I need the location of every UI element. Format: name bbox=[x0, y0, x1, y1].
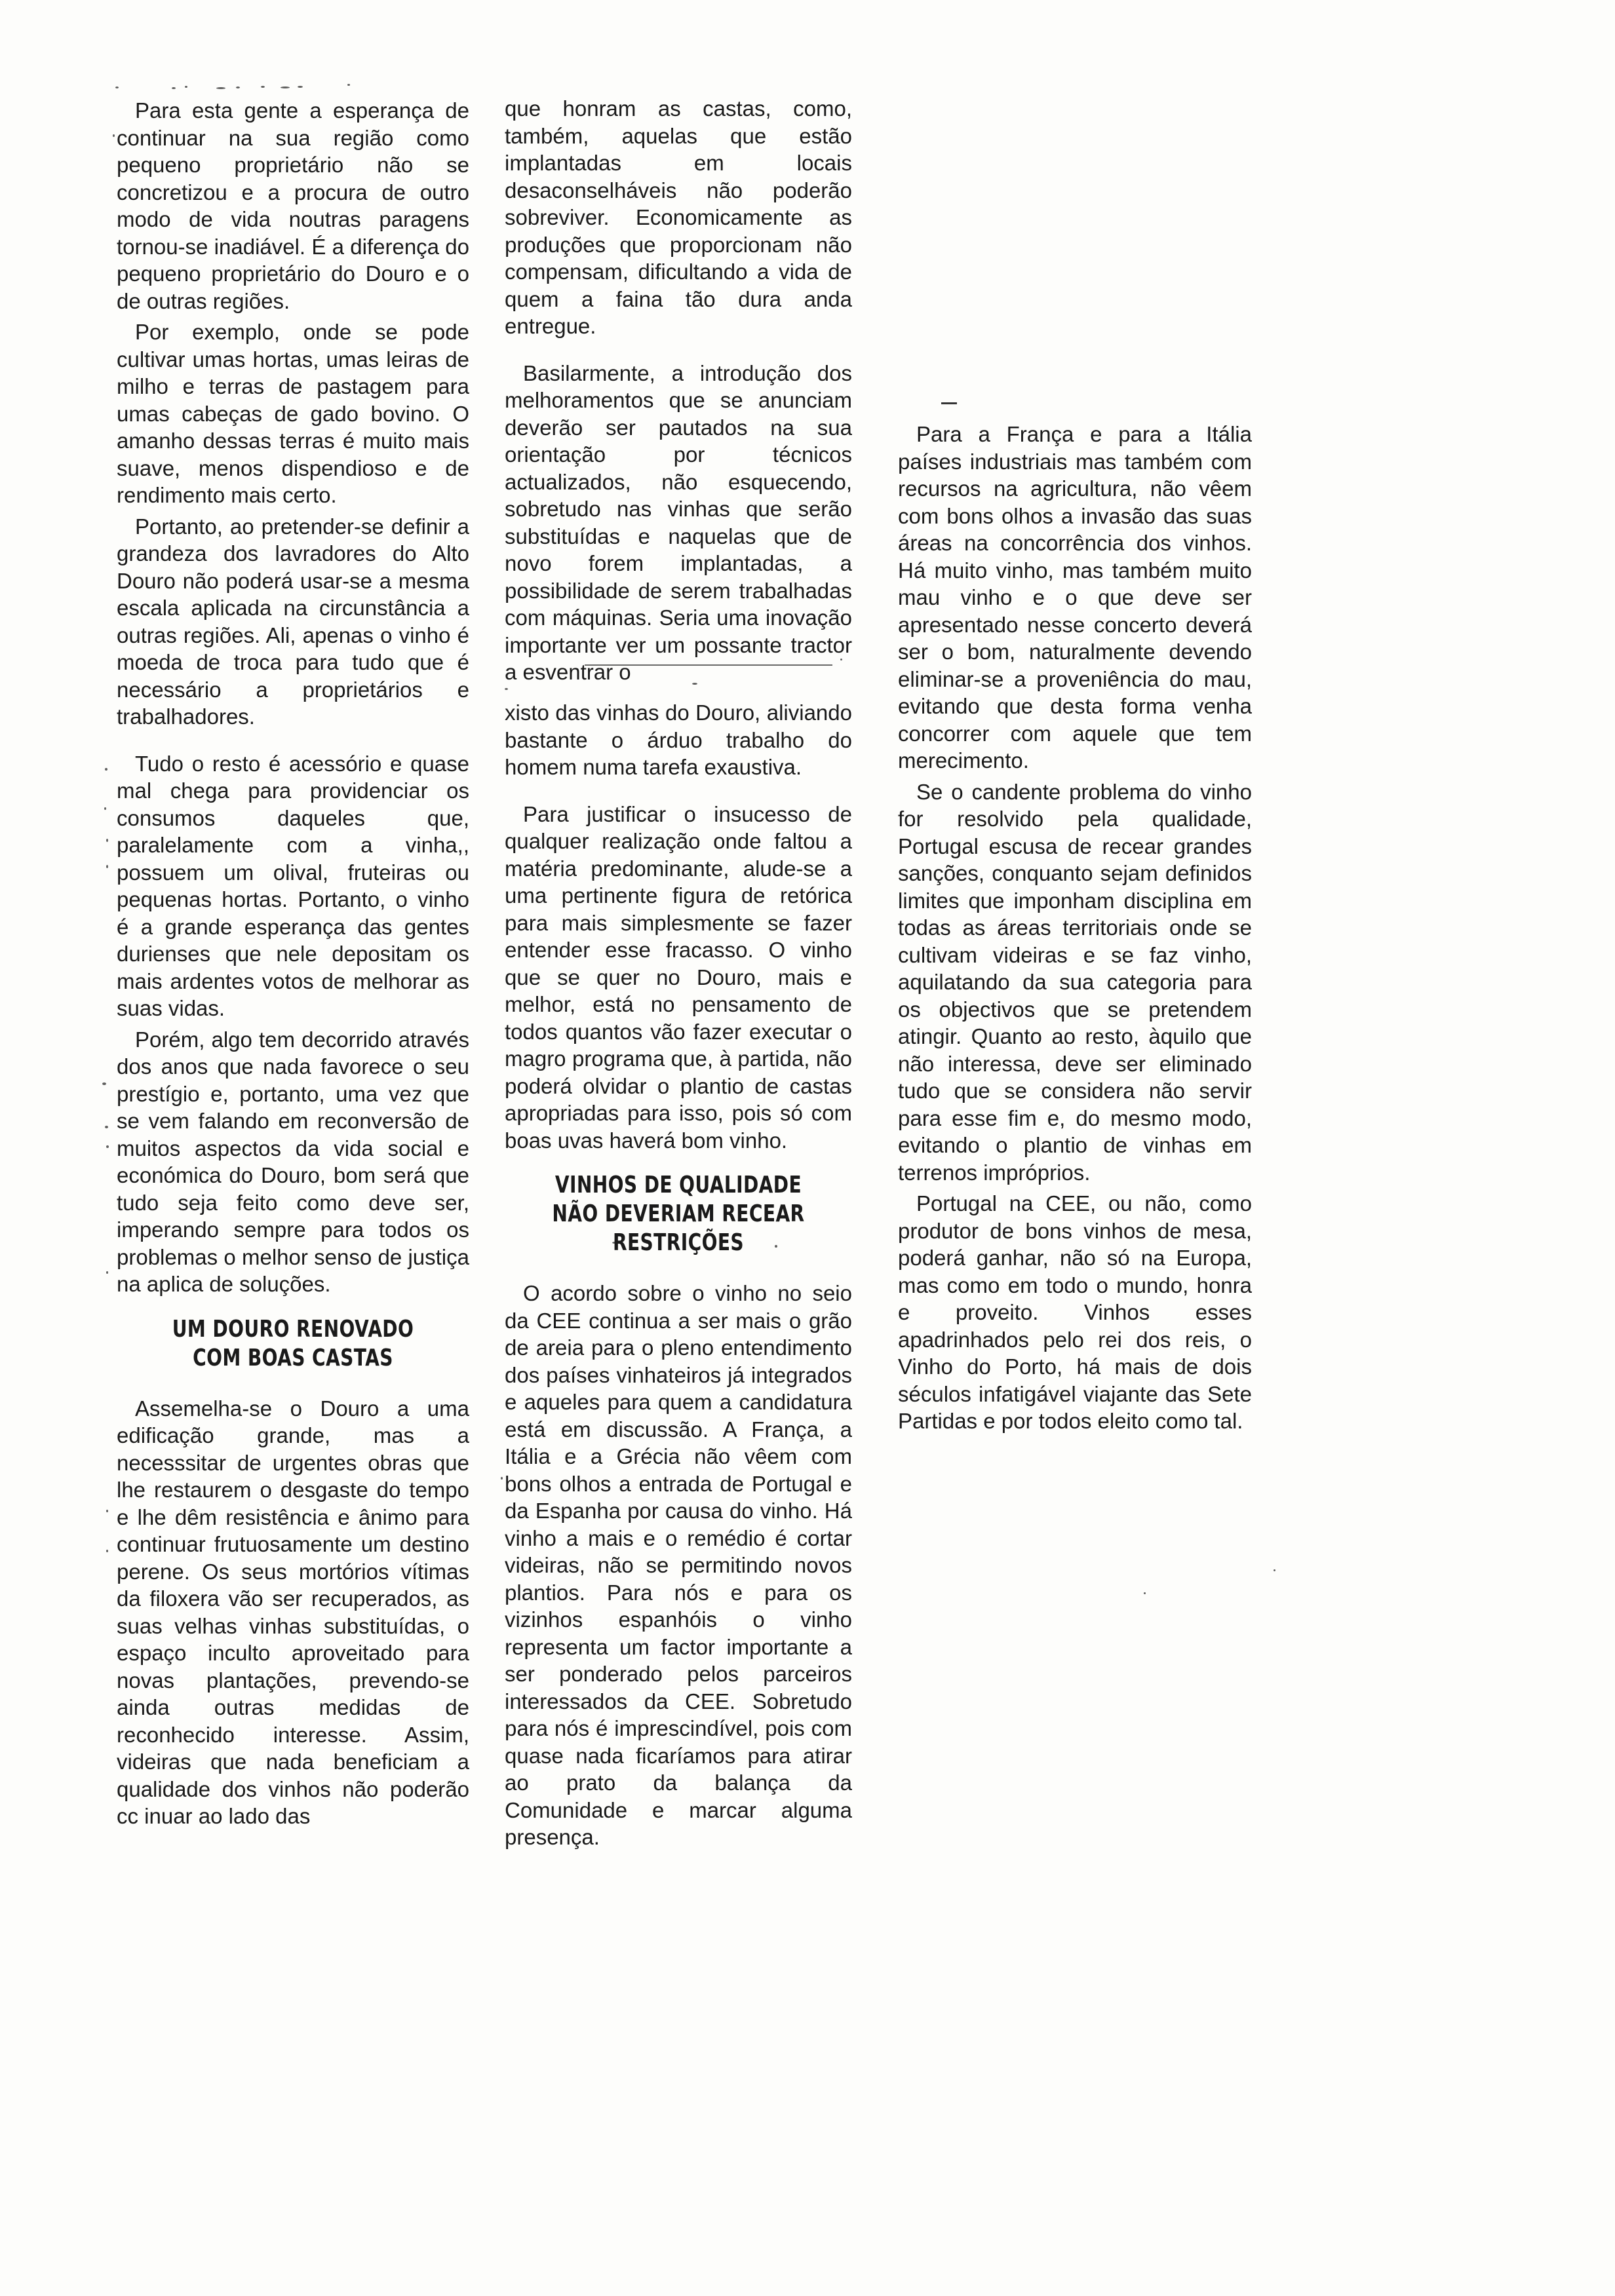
heading-line: COM BOAS CASTAS bbox=[193, 1344, 393, 1371]
paragraph: O acordo sobre o vinho no seio da CEE continua a ser mais o grão de areia para o pleno entendimento dos países vinhateiros já integrados e aqueles para quem a candidatura está em discussão. A França, a Itália e a Grécia não vêem com bons olhos a entrada de Portugal e da Espanha por causa do vinho. Há vinho a mais e o remédio é cortar videiras, não se permitindo novos plantios. Para nós e para os vizinhos espanhóis o vinho representa um factor importante a ser ponderado pelos parceiros interessados da CEE. Sobretudo para nós é imprescindível, pois com quase nada ficaríamos para atirar ao prato da balança da Comunidade e marcar alguma presença. bbox=[505, 1281, 852, 1849]
heading-line: NÃO DEVERIAM RECEAR bbox=[552, 1200, 805, 1227]
paragraph: que honram as castas, como, também, aquelas que estão implantadas em locais desaconselháveis não poderão sobreviver. Economicamente as produções que proporcionam não compensam, dificultando a vida de quem a faina tão dura anda entregue. bbox=[505, 96, 852, 338]
section-heading bbox=[543, 1171, 813, 1257]
paragraph: Portanto, ao pretender-se definir a grandeza dos lavradores do Alto Douro não poderá usar-se a mesma escala aplicada na circunstância a outras regiões. Ali, apenas o vinho é moeda de troca para tudo que é necessário a proprietários e trabalhadores. bbox=[117, 514, 469, 729]
heading-line: UM DOURO RENOVADO bbox=[172, 1315, 414, 1343]
paragraph: xisto das vinhas do Douro, aliviando bastante o árduo trabalho do homem numa tarefa exaustiva. bbox=[505, 700, 852, 779]
article-column-2 bbox=[505, 95, 852, 686]
section-heading bbox=[155, 1315, 431, 1373]
paragraph: Tudo o resto é acessório e quase mal chega para providenciar os consumos daqueles que, paralelamente com a vinha,, possuem um olival, fruteiras ou pequenas hortas. Portanto, o vinho é a grande esperança das gentes durienses que nele depositam os mais ardentes votos de melhorar as suas vidas. bbox=[117, 751, 469, 1020]
article-column-2-continued bbox=[505, 699, 852, 1851]
article-column-3 bbox=[898, 421, 1252, 1435]
paragraph: Para a França e para a Itália países industriais mas também com recursos na agricultura, não vêem com bons olhos a invasão das suas áreas na concorrência dos vinhos. Há muito vinho, mas também muito mau vinho e o que deve ser apresentado nesse concerto deverá ser o bom, naturalmente devendo eliminar-se a proveniência do mau, evitando que desta forma venha concorrer com aquele que tem merecimento. bbox=[898, 422, 1252, 773]
scan-dash-mark bbox=[941, 402, 957, 404]
paragraph: Porém, algo tem decorrido através dos anos que nada favorece o seu prestígio e, portanto, uma vez que se vem falando em reconversão de muitos aspectos da vida social e económica do Douro, bom será que tudo seja feito como deve ser, imperando sempre para todos os problemas o melhor senso de justiça na aplica de soluções. bbox=[117, 1027, 469, 1296]
article-column-1 bbox=[117, 97, 469, 1830]
paragraph: Se o candente problema do vinho for resolvido pela qualidade, Portugal escusa de recear grandes sanções, conquanto sejam definidos limites que imponham disciplina em todas as áreas territoriais onde se cultivam videiras e se faz vinho, aquilatando da sua categoria para os objectivos que se pretendem atingir. Quanto ao resto, àquilo que não interessa, deve ser eliminado tudo que se considera não servir para esse fim e, do mesmo modo, evitando o plantio de vinhas em terrenos impróprios. bbox=[898, 779, 1252, 1185]
paragraph: Portugal na CEE, ou não, como produtor de bons vinhos de mesa, poderá ganhar, não só na Europa, mas como em todo o mundo, honra e proveito. Vinhos esses apadrinhados pelo rei dos reis, o Vinho do Porto, há mais de dois séculos infatigável viajante das Sete Partidas e por todos eleito como tal. bbox=[898, 1191, 1252, 1433]
paragraph: Basilarmente, a introdução dos melhoramentos que se anunciam deverão ser pautados na sua orientação por técnicos actualizados, não esquecendo, sobretudo nas vinhas que serão substituídas e naquelas que de novo forem implantadas, a possibilidade de serem trabalhadas com máquinas. Seria uma inovação importante ver um possante tractor a esventrar o bbox=[505, 360, 852, 684]
paragraph: Assemelha-se o Douro a uma edificação grande, mas a necesssitar de urgentes obras que lhe restaurem o desgaste do tempo e lhe dêm resistência e ânimo para continuar frutuosamente um destino perene. Os seus mortórios vítimas da filoxera vão ser recuperados, as suas velhas vinhas substituídas, o espaço inculto aproveitado para novas plantações, prevendo-se ainda outras medidas de reconhecido interesse. Assim, videiras que nada beneficiam a qualidade dos vinhos não poderão cc inuar ao lado das bbox=[117, 1396, 469, 1828]
paragraph: Para justificar o insucesso de qualquer realização onde faltou a matéria predominante, alude-se a uma pertinente figura de retórica para mais simplesmente se fazer entender esse fracasso. O vinho que se quer no Douro, mais e melhor, está no pensamento de todos quantos vão fazer executar o magro programa que, à partida, não poderá olvidar o plantio de castas apropriadas para isso, pois só com boas uvas haverá bom vinho. bbox=[505, 801, 852, 1153]
heading-line: RESTRIÇÕES bbox=[612, 1229, 745, 1256]
heading-line: VINHOS DE QUALIDADE bbox=[555, 1172, 802, 1198]
paragraph: Por exemplo, onde se pode cultivar umas hortas, umas leiras de milho e terras de pastagem para umas cabeças de gado bovino. O amanho dessas terras é muito mais suave, menos dispendioso e de rendimento mais certo. bbox=[117, 320, 469, 507]
paragraph: Para esta gente a esperança de continuar na sua região como pequeno proprietário não se concretizou e a procura de outro modo de vida noutras paragens tornou-se inadiável. É a diferença do pequeno proprietário do Douro e o de outras regiões. bbox=[117, 98, 469, 313]
